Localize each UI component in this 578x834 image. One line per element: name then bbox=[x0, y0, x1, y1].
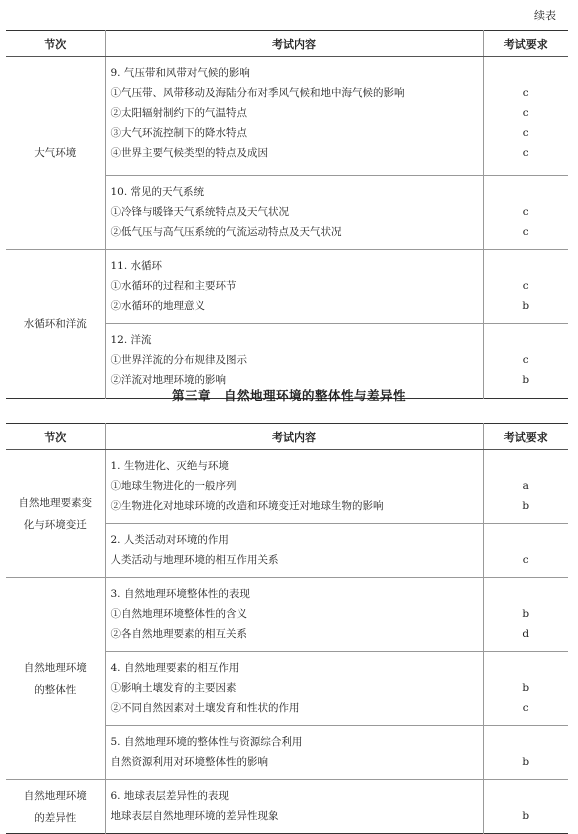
requirement-value bbox=[485, 330, 568, 350]
content-cell bbox=[105, 250, 483, 324]
content-line: ③大气环流控制下的降水特点 bbox=[110, 127, 247, 139]
header-content: 考试内容 bbox=[105, 31, 483, 57]
section-cell: 大气环境 bbox=[6, 57, 105, 250]
requirement-value: c bbox=[522, 87, 529, 99]
requirement-cell bbox=[483, 726, 568, 780]
requirement-value: c bbox=[522, 107, 529, 119]
section-line: 的整体性 bbox=[34, 683, 77, 696]
content-line: 3. 自然地理环境整体性的表现 bbox=[110, 588, 250, 600]
header-requirement: 考试要求 bbox=[483, 31, 568, 57]
content-line: ①冷锋与暖锋天气系统特点及天气状况 bbox=[110, 206, 289, 218]
content-line: ①影响土壤发育的主要因素 bbox=[110, 682, 237, 694]
requirement-cell bbox=[483, 780, 568, 834]
section-line: 自然地理环境 bbox=[23, 661, 87, 674]
content-line: ②各自然地理要素的相互关系 bbox=[110, 628, 247, 640]
requirement-value: b bbox=[522, 300, 530, 312]
requirement-value: c bbox=[522, 280, 529, 292]
content-line: 1. 生物进化、灭绝与环境 bbox=[110, 460, 229, 472]
requirement-value: c bbox=[522, 147, 529, 159]
requirement-cell bbox=[483, 450, 568, 524]
requirement-value: b bbox=[522, 608, 530, 620]
content-cell bbox=[105, 780, 483, 834]
section-line: 的差异性 bbox=[34, 811, 77, 824]
content-cell bbox=[105, 450, 483, 524]
content-line: ②水循环的地理意义 bbox=[110, 300, 205, 312]
requirement-value bbox=[485, 584, 568, 604]
table-header-row bbox=[6, 31, 568, 57]
requirement-cell bbox=[483, 57, 568, 176]
content-line: ①地球生物进化的一般序列 bbox=[110, 480, 237, 492]
requirement-value: b bbox=[522, 810, 530, 822]
header-requirement: 考试要求 bbox=[483, 424, 568, 450]
table-row bbox=[6, 450, 568, 524]
requirement-value: c bbox=[522, 226, 529, 238]
content-line: 5. 自然地理环境的整体性与资源综合利用 bbox=[110, 736, 303, 748]
header-section: 节次 bbox=[6, 31, 105, 57]
requirement-value: c bbox=[522, 127, 529, 139]
requirement-value: c bbox=[522, 206, 529, 218]
table-row bbox=[6, 250, 568, 324]
content-line: ②不同自然因素对土壤发育和性状的作用 bbox=[110, 702, 300, 714]
requirement-cell bbox=[483, 524, 568, 578]
section-line: 化与环境变迁 bbox=[23, 518, 87, 531]
table-row bbox=[6, 780, 568, 834]
content-line: ②低气压与高气压系统的气流运动特点及天气状况 bbox=[110, 226, 342, 238]
requirement-value: d bbox=[522, 628, 530, 640]
content-line: ①自然地理环境整体性的含义 bbox=[110, 608, 247, 620]
content-line: ④世界主要气候类型的特点及成因 bbox=[110, 147, 268, 159]
requirement-value bbox=[485, 63, 568, 83]
requirement-value bbox=[485, 658, 568, 678]
header-content: 考试内容 bbox=[105, 424, 483, 450]
section-cell bbox=[6, 450, 105, 578]
content-line: ①水循环的过程和主要环节 bbox=[110, 280, 237, 292]
table-row bbox=[6, 578, 568, 652]
requirement-value: c bbox=[522, 354, 529, 366]
section-cell bbox=[6, 780, 105, 834]
requirement-cell bbox=[483, 578, 568, 652]
content-line: 11. 水循环 bbox=[110, 260, 163, 272]
content-line: 12. 洋流 bbox=[110, 334, 152, 346]
requirement-value bbox=[485, 456, 568, 476]
exam-table-1 bbox=[6, 30, 568, 399]
requirement-value: b bbox=[522, 756, 530, 768]
requirement-value: b bbox=[522, 682, 530, 694]
table-row bbox=[6, 57, 568, 176]
content-cell bbox=[105, 524, 483, 578]
requirement-cell bbox=[483, 250, 568, 324]
requirement-cell bbox=[483, 176, 568, 250]
content-line: ②洋流对地理环境的影响 bbox=[110, 374, 226, 386]
table-header-row bbox=[6, 424, 568, 450]
content-cell bbox=[105, 578, 483, 652]
content-line: 人类活动与地理环境的相互作用关系 bbox=[110, 554, 279, 566]
section-cell: 水循环和洋流 bbox=[6, 250, 105, 399]
requirement-value: a bbox=[522, 480, 529, 492]
requirement-value: b bbox=[522, 374, 530, 386]
content-cell bbox=[105, 176, 483, 250]
content-line: 2. 人类活动对环境的作用 bbox=[110, 534, 229, 546]
content-line: ①世界洋流的分布规律及图示 bbox=[110, 354, 247, 366]
content-line: ②生物进化对地球环境的改造和环境变迁对地球生物的影响 bbox=[110, 500, 384, 512]
chapter-title: 第三章 自然地理环境的整体性与差异性 bbox=[171, 388, 406, 403]
content-line: 自然资源利用对环境整体性的影响 bbox=[110, 756, 268, 768]
content-line: ①气压带、风带移动及海陆分布对季风气候和地中海气候的影响 bbox=[110, 87, 405, 99]
requirement-value bbox=[485, 182, 568, 202]
content-cell bbox=[105, 652, 483, 726]
section-line: 自然地理环境 bbox=[23, 789, 87, 802]
requirement-value: c bbox=[522, 554, 529, 566]
content-cell bbox=[105, 57, 483, 176]
content-line: 10. 常见的天气系统 bbox=[110, 186, 205, 198]
section-line: 自然地理要素变 bbox=[18, 496, 92, 509]
section-cell bbox=[6, 578, 105, 780]
exam-table-2 bbox=[6, 423, 568, 834]
content-line: 6. 地球表层差异性的表现 bbox=[110, 790, 229, 802]
content-line: 4. 自然地理要素的相互作用 bbox=[110, 662, 240, 674]
content-line: 地球表层自然地理环境的差异性现象 bbox=[110, 810, 279, 822]
requirement-cell bbox=[483, 652, 568, 726]
continued-label: 续表 bbox=[534, 9, 556, 22]
content-cell bbox=[105, 726, 483, 780]
requirement-value bbox=[485, 732, 568, 752]
requirement-value bbox=[485, 530, 568, 550]
header-section: 节次 bbox=[6, 424, 105, 450]
requirement-value: b bbox=[522, 500, 530, 512]
content-line: 9. 气压带和风带对气候的影响 bbox=[110, 67, 250, 79]
requirement-value bbox=[485, 786, 568, 806]
requirement-value bbox=[485, 256, 568, 276]
requirement-value: c bbox=[522, 702, 529, 714]
content-line: ②太阳辐射制约下的气温特点 bbox=[110, 107, 247, 119]
